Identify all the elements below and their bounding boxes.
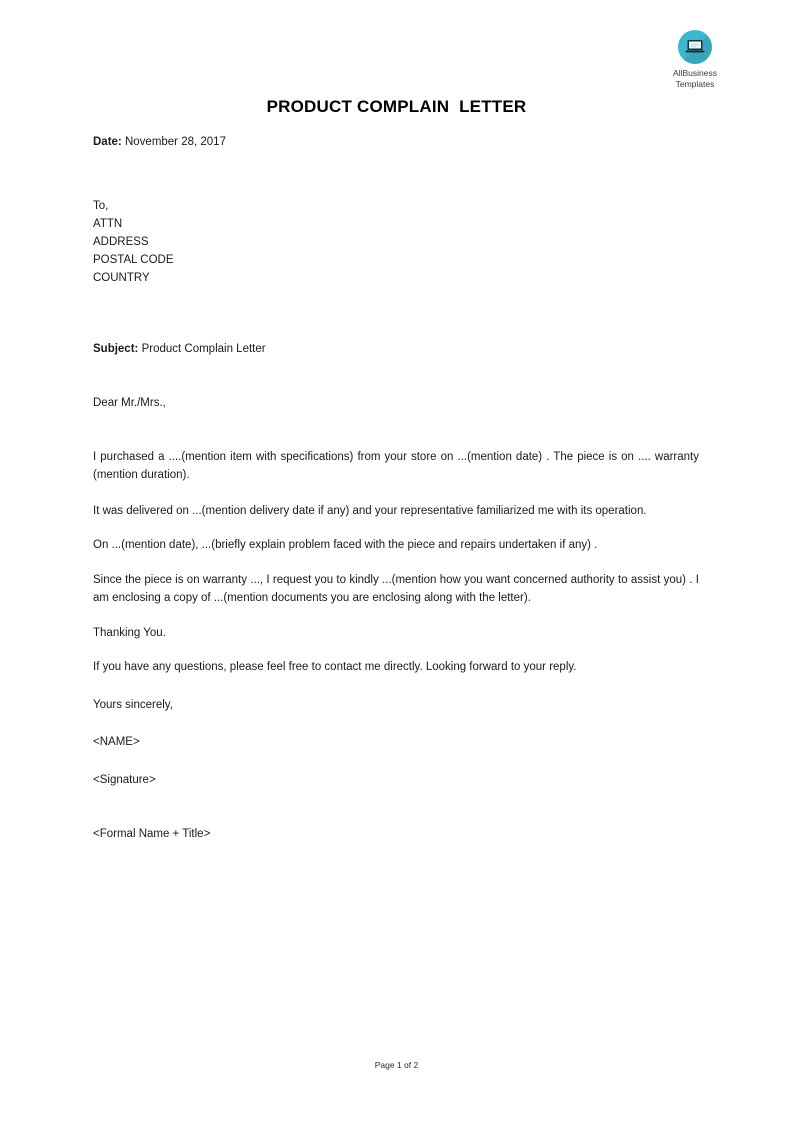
date-label: Date: [93, 136, 122, 148]
body-paragraph: On ...(mention date), ...(briefly explain problem faced with the piece and repairs undertaken if any) . [93, 539, 598, 551]
page-footer: Page 1 of 2 [374, 1060, 419, 1070]
closing-line: Yours sincerely, [93, 698, 173, 711]
body-paragraph: I purchased a ....(mention item with specifications) from your store on ...(mention date) . The piece is on .... warranty (mention duration). [93, 450, 699, 481]
date-value: November 28, 2017 [124, 136, 226, 148]
letter-body [93, 133, 699, 844]
recipient-line: To, [93, 199, 109, 212]
date-line [93, 133, 699, 152]
subject-line [93, 287, 699, 359]
name-placeholder: <NAME> [93, 736, 140, 748]
body-paragraph: If you have any questions, please feel free to contact me directly. Looking forward to your reply. [93, 661, 577, 673]
body-paragraph: It was delivered on ...(mention delivery date if any) and your representative familiarized me with its operation. [93, 504, 647, 517]
recipient-block [93, 152, 699, 287]
body-paragraph: Since the piece is on warranty ..., I request you to kindly ...(mention how you want concerned authority to assist you) . I am enclosing a copy of ...(mention documents you are enclosing along with the letter). [93, 573, 699, 604]
recipient-line: POSTAL CODE [93, 253, 174, 266]
subject-value: Product Complain Letter [141, 342, 266, 355]
body-paragraph: Thanking You. [93, 626, 166, 639]
brand-name-line1: AllBusiness [673, 68, 717, 78]
signature-placeholder: <Signature> [93, 773, 156, 786]
recipient-line: COUNTRY [93, 271, 150, 284]
formal-name-placeholder: <Formal Name + Title> [93, 828, 211, 840]
recipient-line: ADDRESS [93, 235, 149, 248]
recipient-line: ATTN [93, 217, 123, 230]
salutation: Dear Mr./Mrs., [93, 397, 166, 409]
brand-wordmark [650, 68, 740, 89]
subject-label: Subject: [93, 342, 139, 355]
laptop-icon [678, 30, 712, 64]
page-title: PRODUCT COMPLAIN LETTER [266, 97, 527, 116]
brand-name-line2: Templates [675, 78, 715, 89]
brand-logo [650, 30, 740, 89]
